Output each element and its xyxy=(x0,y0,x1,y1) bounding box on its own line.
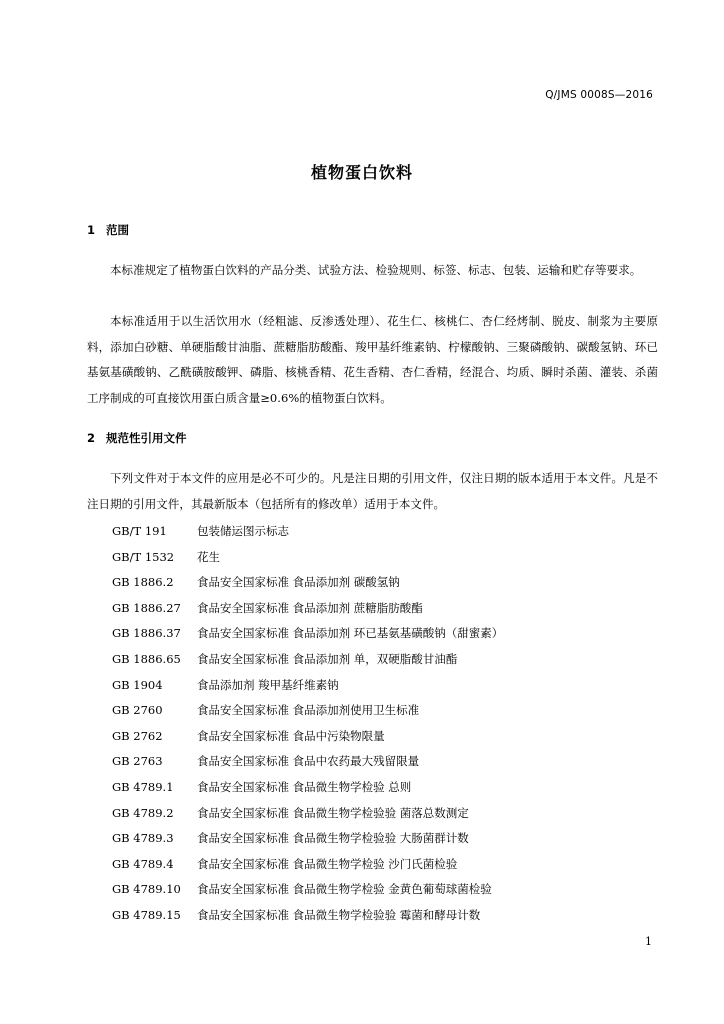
reference-item xyxy=(112,647,503,673)
page-number: 1 xyxy=(645,935,652,948)
reference-item xyxy=(112,621,503,647)
section-number: 1 xyxy=(87,223,96,237)
reference-item xyxy=(112,570,503,596)
reference-item xyxy=(112,749,503,775)
reference-title: 食品安全国家标准 食品微生物学检验 总则 xyxy=(197,779,412,794)
reference-title: 花生 xyxy=(197,549,220,564)
reference-title: 包装储运图示标志 xyxy=(197,524,289,538)
reference-item xyxy=(112,877,503,903)
reference-title: 食品安全国家标准 食品添加剂使用卫生标准 xyxy=(197,703,420,718)
reference-title: 食品安全国家标准 食品微生物学检验 金黄色葡萄球菌检验 xyxy=(197,882,492,897)
reference-code: GB 1886.65 xyxy=(112,651,181,666)
reference-title: 食品安全国家标准 食品微生物学检验 沙门氏菌检验 xyxy=(197,856,458,871)
reference-code: GB 1886.37 xyxy=(112,626,181,641)
reference-title: 食品安全国家标准 食品微生物学检验验 大肠菌群计数 xyxy=(197,831,469,846)
reference-code: GB 2762 xyxy=(112,728,163,743)
reference-code: GB 4789.1 xyxy=(112,779,174,794)
scope-paragraph-2: 本标准适用于以生活饮用水（经粗滤、反渗透处理）、花生仁、核桃仁、杏仁经烤制、脱皮、制浆为主要原料，添加白砂糖、单硬脂酸甘油脂、蔗糖脂肪酸酯、羧甲基纤维素钠、柠檬酸钠、三聚磷酸钠、碳酸氢钠、环已基氨基磺酸钠、乙酰磺胺酸钾、磷脂、核桃香精、花生香精、杏仁香精，经混合、均质、瞬时杀菌、灌装、杀菌工序制成的可直接饮用蛋白质含量≥0.6%的植物蛋白饮料。 xyxy=(87,314,658,405)
reference-code: GB 2760 xyxy=(112,703,163,718)
reference-title: 食品安全国家标准 食品添加剂 环已基氨基磺酸钠（甜蜜素） xyxy=(197,626,504,641)
reference-item xyxy=(112,775,503,801)
reference-title: 食品安全国家标准 食品添加剂 单，双硬脂酸甘油酯 xyxy=(197,651,458,666)
section-title: 范围 xyxy=(106,223,129,237)
reference-code: GB 1886.2 xyxy=(112,575,174,590)
reference-code: GB/T 1532 xyxy=(112,549,175,564)
section-heading-normative-references xyxy=(87,430,187,446)
reference-item xyxy=(112,545,503,571)
scope-paragraph-1: 本标准规定了植物蛋白饮料的产品分类、试验方法、检验规则、标签、标志、包装、运输和贮存等要求。 xyxy=(110,263,642,277)
section-heading-scope xyxy=(87,222,129,238)
reference-title: 食品安全国家标准 食品添加剂 蔗糖脂肪酸酯 xyxy=(197,600,423,615)
reference-item xyxy=(112,801,503,827)
reference-item xyxy=(112,519,503,545)
references-intro-paragraph: 下列文件对于本文件的应用是必不可少的。凡是注日期的引用文件，仅注日期的版本适用于本文件。凡是不注日期的引用文件，其最新版本（包括所有的修改单）适用于本文件。 xyxy=(87,471,658,511)
reference-code: GB 2763 xyxy=(112,754,163,769)
reference-item xyxy=(112,698,503,724)
reference-code: GB 4789.10 xyxy=(112,882,181,897)
reference-item xyxy=(112,724,503,750)
reference-title: 食品安全国家标准 食品中污染物限量 xyxy=(197,728,385,743)
reference-code: GB 4789.3 xyxy=(112,831,174,846)
reference-code: GB 4789.15 xyxy=(112,907,181,922)
reference-code: GB/T 191 xyxy=(112,524,167,538)
reference-code: GB 1904 xyxy=(112,677,163,692)
reference-title: 食品安全国家标准 食品微生物学检验验 霉菌和酵母计数 xyxy=(197,907,481,922)
reference-title: 食品添加剂 羧甲基纤维素钠 xyxy=(197,677,339,692)
section-number: 2 xyxy=(87,431,96,445)
reference-code: GB 1886.27 xyxy=(112,600,181,615)
reference-item xyxy=(112,826,503,852)
reference-code: GB 4789.4 xyxy=(112,856,174,871)
document-title: 植物蛋白饮料 xyxy=(310,163,413,182)
reference-list xyxy=(112,519,503,929)
reference-item xyxy=(112,903,503,929)
reference-title: 食品安全国家标准 食品中农药最大残留限量 xyxy=(197,754,420,769)
reference-title: 食品安全国家标准 食品微生物学检验验 菌落总数测定 xyxy=(197,805,469,820)
reference-item xyxy=(112,673,503,699)
reference-title: 食品安全国家标准 食品添加剂 碳酸氢钠 xyxy=(197,575,400,590)
reference-item xyxy=(112,852,503,878)
section-title: 规范性引用文件 xyxy=(106,431,187,445)
reference-item xyxy=(112,596,503,622)
document-code: Q/JMS 0008S—2016 xyxy=(545,89,653,101)
reference-code: GB 4789.2 xyxy=(112,805,174,820)
